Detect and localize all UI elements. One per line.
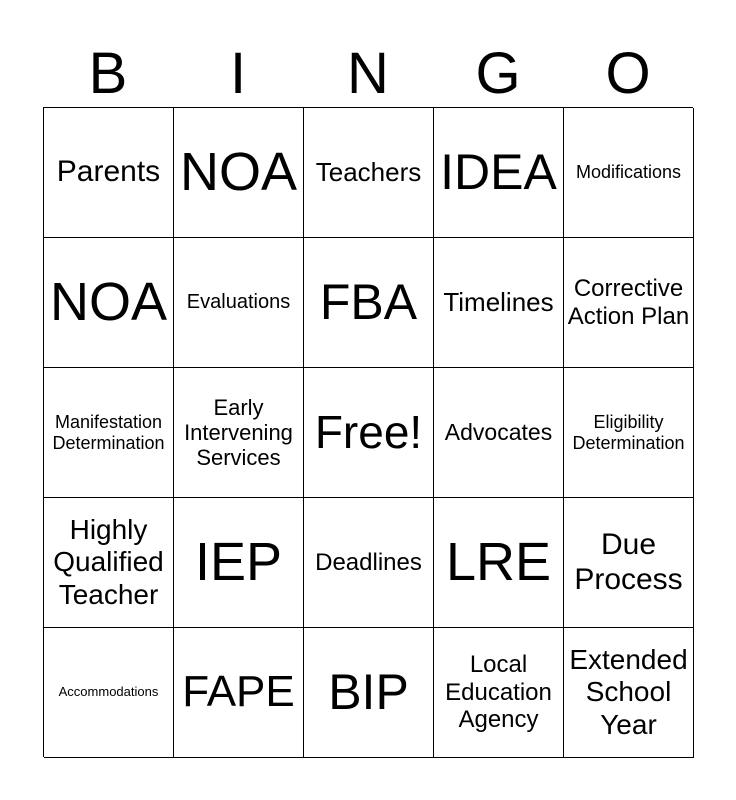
cell-text: Highly Qualified Teacher [53, 514, 164, 610]
cell-text: Teachers [315, 156, 422, 187]
bingo-cell[interactable] [44, 108, 174, 238]
cell-text: Corrective Action Plan [567, 274, 690, 330]
bingo-cell[interactable] [174, 108, 304, 238]
bingo-cell[interactable] [434, 498, 564, 628]
bingo-cell[interactable] [174, 498, 304, 628]
bingo-board [43, 107, 693, 757]
bingo-cell[interactable] [434, 238, 564, 368]
cell-text: Extended School Year [569, 644, 688, 740]
bingo-cell[interactable] [174, 628, 304, 758]
bingo-cell[interactable] [434, 108, 564, 238]
bingo-cell[interactable] [564, 238, 694, 368]
cell-text: Parents [56, 155, 161, 189]
bingo-cell[interactable] [564, 498, 694, 628]
bingo-cell[interactable] [304, 628, 434, 758]
bingo-cell[interactable] [44, 628, 174, 758]
cell-text: Early Intervening Services [184, 394, 293, 471]
cell-text: LRE [445, 532, 552, 593]
bingo-cell[interactable] [44, 498, 174, 628]
bingo-cell[interactable] [304, 238, 434, 368]
cell-text: IEP [194, 532, 283, 593]
cell-text: Timelines [443, 286, 554, 317]
bingo-header [43, 40, 693, 108]
bingo-cell[interactable] [44, 368, 174, 498]
cell-text: IDEA [440, 143, 557, 200]
bingo-cell[interactable] [564, 628, 694, 758]
cell-text: Manifestation Determination [52, 411, 165, 453]
bingo-cell[interactable] [174, 368, 304, 498]
bingo-cell[interactable] [44, 238, 174, 368]
cell-text: BIP [328, 663, 409, 720]
bingo-cell[interactable] [304, 108, 434, 238]
cell-text: Modifications [575, 162, 682, 183]
bingo-cell[interactable] [564, 368, 694, 498]
bingo-cell[interactable] [564, 108, 694, 238]
cell-text: Deadlines [315, 548, 422, 576]
cell-text: FAPE [182, 667, 295, 717]
header-letter-i: I [229, 41, 247, 106]
bingo-cell[interactable] [434, 628, 564, 758]
cell-text: Evaluations [186, 291, 291, 313]
cell-text: Advocates [444, 419, 553, 446]
cell-text: Eligibility Determination [572, 411, 685, 453]
cell-text: Free! [314, 406, 423, 459]
header-letter-b: B [88, 41, 128, 106]
header-letter-g: G [475, 41, 521, 106]
cell-text: FBA [319, 273, 418, 330]
cell-text: Due Process [574, 528, 683, 596]
cell-text: NOA [179, 142, 298, 203]
free-space[interactable] [304, 368, 434, 498]
cell-text: NOA [49, 272, 168, 333]
bingo-cell[interactable] [304, 498, 434, 628]
cell-text: Accommodations [58, 684, 159, 700]
bingo-cell[interactable] [174, 238, 304, 368]
header-letter-o: O [605, 41, 651, 106]
bingo-cell[interactable] [434, 368, 564, 498]
cell-text: Local Education Agency [445, 651, 552, 734]
header-letter-n: N [347, 41, 389, 106]
